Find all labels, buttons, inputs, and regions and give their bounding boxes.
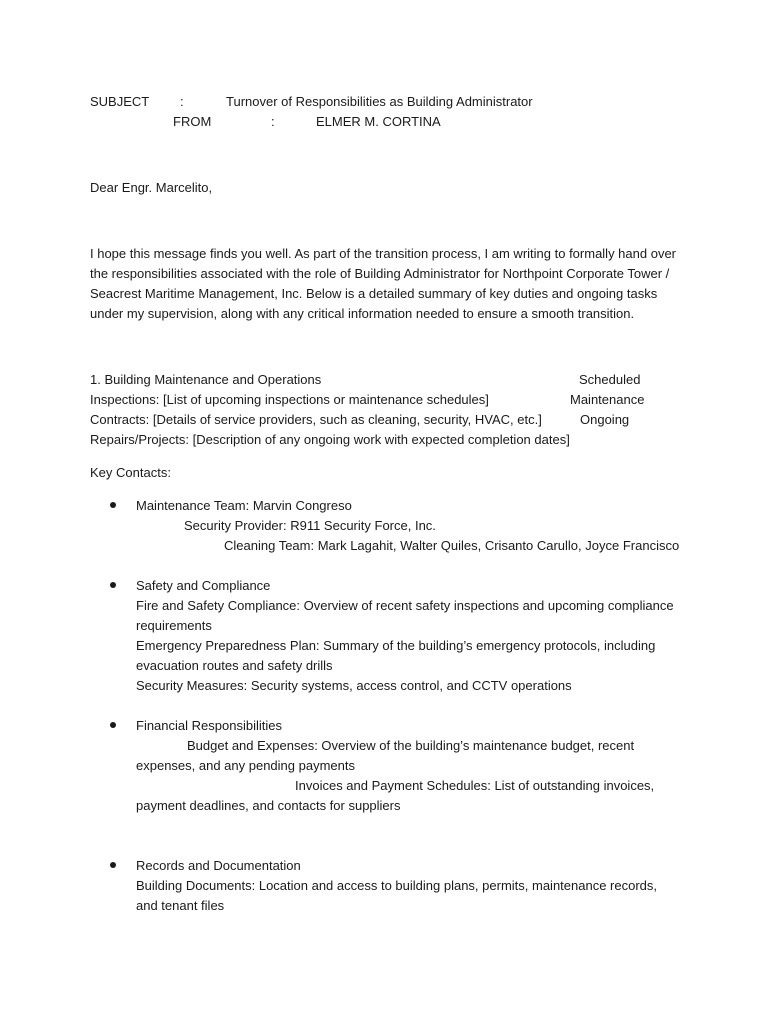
financial-budget-line1: Budget and Expenses: Overview of the building’s maintenance budget, recent: [187, 738, 635, 753]
cleaning-team: Cleaning Team: Mark Lagahit, Walter Quiles, Crisanto Carullo, Joyce Francisco: [224, 538, 680, 553]
section1-side-ongoing: Ongoing: [580, 412, 630, 427]
section1-title: 1. Building Maintenance and Operations: [90, 372, 322, 387]
safety-emergency: Emergency Preparedness Plan: Summary of the building’s emergency protocols, including evacuation routes and safety drills: [136, 638, 656, 673]
from-value: ELMER M. CORTINA: [316, 114, 441, 129]
from-colon: :: [271, 114, 275, 129]
bullet-icon: [110, 582, 116, 588]
safety-fire: Fire and Safety Compliance: Overview of recent safety inspections and upcoming compliance requirements: [136, 598, 674, 633]
records-title: Records and Documentation: [136, 858, 301, 873]
financial-budget-line2: expenses, and any pending payments: [136, 758, 355, 773]
maintenance-team: Maintenance Team: Marvin Congreso: [136, 498, 352, 513]
from-label: FROM: [173, 114, 212, 129]
security-provider: Security Provider: R911 Security Force, Inc.: [184, 518, 436, 533]
subject-colon: :: [180, 94, 184, 109]
subject-label: SUBJECT: [90, 94, 150, 109]
section1-side-scheduled: Scheduled: [579, 372, 641, 387]
intro-paragraph: I hope this message finds you well. As part of the transition process, I am writing to formally hand over the responsibilities associated with the role of Building Administrator for Northpoint Corporate Tower / Seacrest Maritime Management, Inc. Below is a detailed summary of key duties and ongoing tasks under my supervision, along with any critical information needed to ensure a smooth transition.: [90, 246, 677, 321]
section1-side-maintenance: Maintenance: [570, 392, 645, 407]
section1-repairs: Repairs/Projects: [Description of any ongoing work with expected completion dates]: [90, 432, 570, 447]
bullet-icon: [110, 722, 116, 728]
subject-value: Turnover of Responsibilities as Building Administrator: [226, 94, 533, 109]
greeting: Dear Engr. Marcelito,: [90, 180, 213, 195]
section1-inspections: Inspections: [List of upcoming inspections or maintenance schedules]: [90, 392, 489, 407]
records-documents: Building Documents: Location and access to building plans, permits, maintenance records, and tenant files: [136, 878, 658, 913]
bullet-icon: [110, 502, 116, 508]
financial-invoices-line1: Invoices and Payment Schedules: List of outstanding invoices,: [295, 778, 655, 793]
financial-invoices-line2: payment deadlines, and contacts for suppliers: [136, 798, 401, 813]
section1-contracts: Contracts: [Details of service providers, such as cleaning, security, HVAC, etc.]: [90, 412, 542, 427]
key-contacts-label: Key Contacts:: [90, 465, 171, 480]
financial-title: Financial Responsibilities: [136, 718, 282, 733]
bullet-icon: [110, 862, 116, 868]
safety-security: Security Measures: Security systems, access control, and CCTV operations: [136, 678, 572, 693]
safety-title: Safety and Compliance: [136, 578, 271, 593]
